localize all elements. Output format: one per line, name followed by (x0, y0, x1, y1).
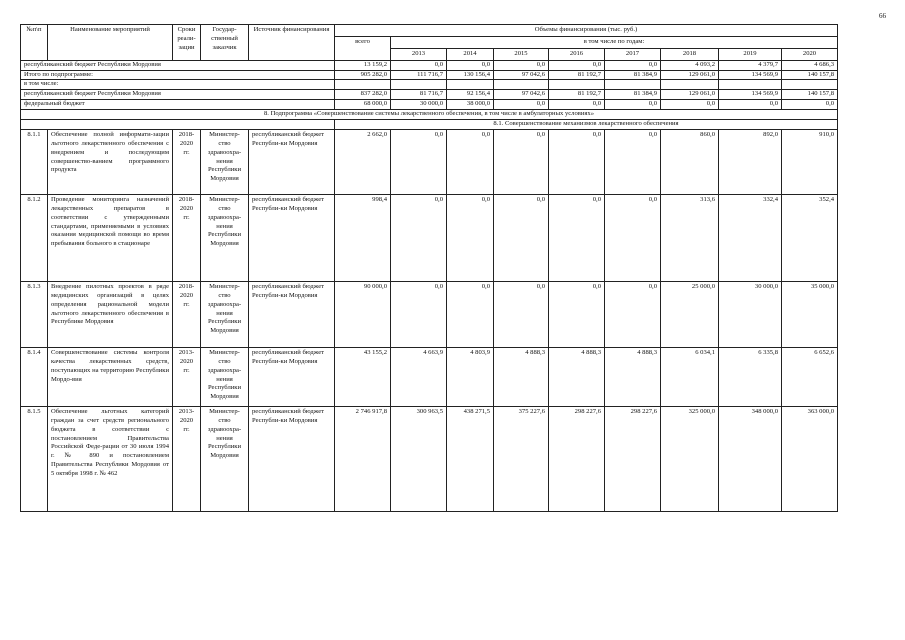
item-source: республиканский бюджет Республи-ки Мордовия (249, 129, 335, 194)
summary-value: 38 000,0 (447, 100, 494, 110)
summary-row (21, 60, 838, 70)
item-value: 0,0 (494, 194, 549, 281)
summary-value: 0,0 (494, 60, 549, 70)
year-header: 2013 (391, 48, 447, 60)
section-title: 8.1. Совершенствование механизмов лекарственного обеспечения (335, 120, 838, 130)
summary-value: 111 716,7 (391, 70, 447, 80)
summary-value: 0,0 (605, 60, 661, 70)
summary-value: 0,0 (661, 100, 719, 110)
item-number: 8.1.1 (21, 129, 48, 194)
item-name: Внедрение пилотных проектов в ряде медицинских организаций в целях определения рациональной модели льготного лекарственного обеспечения в Республике Мордовия (48, 281, 173, 347)
item-customer: Министер-ство здравоохра-нения Республики Мордовия (201, 194, 249, 281)
item-name: Совершенствование системы контроля качества лекарственных средств, поступающих на территорию Республики Мордо-вия (48, 347, 173, 406)
item-number: 8.1.3 (21, 281, 48, 347)
item-value: 910,0 (782, 129, 838, 194)
item-value: 0,0 (549, 281, 605, 347)
item-value: 0,0 (494, 281, 549, 347)
item-value: 332,4 (719, 194, 782, 281)
item-value: 0,0 (391, 194, 447, 281)
summary-value: 30 000,0 (391, 100, 447, 110)
item-value: 0,0 (391, 129, 447, 194)
table-row (21, 129, 838, 194)
item-value: 0,0 (549, 194, 605, 281)
summary-value: 0,0 (605, 100, 661, 110)
item-value: 0,0 (549, 129, 605, 194)
col-total-header: всего (335, 36, 391, 60)
item-value: 348 000,0 (719, 406, 782, 511)
summary-value: 13 159,2 (335, 60, 391, 70)
item-customer: Министер-ство здравоохра-нения Республики Мордовия (201, 347, 249, 406)
summary-value: 0,0 (549, 100, 605, 110)
item-value: 43 155,2 (335, 347, 391, 406)
table-row (21, 406, 838, 511)
subprogram-title: 8. Подпрограмма «Совершенствование системы лекарственного обеспечения, в том числе в амбулаторных условиях» (21, 110, 838, 120)
summary-value: 81 716,7 (391, 90, 447, 100)
year-header: 2016 (549, 48, 605, 60)
summary-value: 81 192,7 (549, 90, 605, 100)
summary-value: 4 093,2 (661, 60, 719, 70)
summary-value: 129 061,0 (661, 70, 719, 80)
summary-value: 4 379,7 (719, 60, 782, 70)
item-value: 860,0 (661, 129, 719, 194)
subprogram-row (21, 110, 838, 120)
item-value: 35 000,0 (782, 281, 838, 347)
summary-value: 68 000,0 (335, 100, 391, 110)
item-value: 325 000,0 (661, 406, 719, 511)
item-terms: 2013-2020 гг. (173, 347, 201, 406)
item-value: 300 963,5 (391, 406, 447, 511)
item-terms: 2018-2020 гг. (173, 194, 201, 281)
item-value: 4 803,9 (447, 347, 494, 406)
item-value: 4 663,9 (391, 347, 447, 406)
summary-value: 129 061,0 (661, 90, 719, 100)
col-number-header: №п\п (21, 25, 48, 61)
year-header: 2018 (661, 48, 719, 60)
summary-label: федеральный бюджет (21, 100, 335, 110)
summary-value: 92 156,4 (447, 90, 494, 100)
item-value: 0,0 (605, 129, 661, 194)
col-name-header: Наименование мероприятий (48, 25, 173, 61)
summary-value: 134 569,9 (719, 70, 782, 80)
page-number: 66 (879, 12, 886, 20)
item-value: 90 000,0 (335, 281, 391, 347)
item-value: 892,0 (719, 129, 782, 194)
item-terms: 2013-2020 гг. (173, 406, 201, 511)
summary-value: 81 192,7 (549, 70, 605, 80)
summary-value: 140 157,8 (782, 90, 838, 100)
summary-value: 0,0 (447, 60, 494, 70)
item-number: 8.1.4 (21, 347, 48, 406)
item-value: 298 227,6 (605, 406, 661, 511)
summary-row (21, 70, 838, 80)
item-name: Обеспечение льготных категорий граждан за счет средств регионального бюджета в соответствии с постановлением Правительства Российской Феде-рации от 30 июля 1994 г. № 890 и постановлением Правительства Республики Мордовия от 5 октября 1998 г. № 462 (48, 406, 173, 511)
item-terms: 2018-2020 гг. (173, 129, 201, 194)
item-name: Проведение мониторинга назначений лекарственных препаратов в соответствии с утвержденными стандартами, применяемыми в условиях оказания медицинской помощи во время пребывания больного в стационаре (48, 194, 173, 281)
item-source: республиканский бюджет Республи-ки Мордовия (249, 406, 335, 511)
funding-table (20, 24, 838, 512)
summary-value: 0,0 (391, 60, 447, 70)
item-value: 2 746 917,8 (335, 406, 391, 511)
summary-value: 837 282,0 (335, 90, 391, 100)
item-value: 4 888,3 (549, 347, 605, 406)
item-value: 375 227,6 (494, 406, 549, 511)
item-value: 998,4 (335, 194, 391, 281)
item-value: 0,0 (447, 281, 494, 347)
summary-value: 81 384,9 (605, 90, 661, 100)
summary-value: 134 569,9 (719, 90, 782, 100)
item-value: 352,4 (782, 194, 838, 281)
summary-label: республиканский бюджет Республики Мордовия (21, 60, 335, 70)
item-value: 0,0 (391, 281, 447, 347)
year-header: 2014 (447, 48, 494, 60)
item-value: 4 888,3 (494, 347, 549, 406)
item-customer: Министер-ство здравоохра-нения Республики Мордовия (201, 406, 249, 511)
item-value: 0,0 (447, 194, 494, 281)
summary-value: 4 686,3 (782, 60, 838, 70)
item-source: республиканский бюджет Республи-ки Мордовия (249, 347, 335, 406)
item-number: 8.1.5 (21, 406, 48, 511)
item-customer: Министер-ство здравоохра-нения Республики Мордовия (201, 281, 249, 347)
item-value: 298 227,6 (549, 406, 605, 511)
year-header: 2019 (719, 48, 782, 60)
year-header: 2017 (605, 48, 661, 60)
summary-row (21, 90, 838, 100)
summary-value: 0,0 (494, 100, 549, 110)
summary-value: 140 157,8 (782, 70, 838, 80)
item-value: 6 335,8 (719, 347, 782, 406)
summary-value: 0,0 (719, 100, 782, 110)
item-value: 363 000,0 (782, 406, 838, 511)
col-source-header: Источник финансирования (249, 25, 335, 61)
summary-label: республиканский бюджет Республики Мордовия (21, 90, 335, 100)
table-row (21, 281, 838, 347)
item-terms: 2018-2020 гг. (173, 281, 201, 347)
item-value: 25 000,0 (661, 281, 719, 347)
year-header: 2020 (782, 48, 838, 60)
section-row (21, 120, 838, 130)
col-terms-header: Сроки реали-зации (173, 25, 201, 61)
item-customer: Министер-ство здравоохра-нения Республики Мордовия (201, 129, 249, 194)
item-value: 6 034,1 (661, 347, 719, 406)
summary-label: Итого по подпрограмме: (21, 70, 335, 80)
item-value: 0,0 (447, 129, 494, 194)
summary-value: 97 042,6 (494, 70, 549, 80)
item-source: республиканский бюджет Республи-ки Мордовия (249, 281, 335, 347)
table-row (21, 347, 838, 406)
summary-value: 81 384,9 (605, 70, 661, 80)
item-value: 0,0 (605, 281, 661, 347)
item-value: 4 888,3 (605, 347, 661, 406)
year-header: 2015 (494, 48, 549, 60)
including-header: в том числе по годам: (391, 36, 838, 48)
summary-value: 97 042,6 (494, 90, 549, 100)
item-value: 2 662,0 (335, 129, 391, 194)
item-value: 0,0 (605, 194, 661, 281)
item-number: 8.1.2 (21, 194, 48, 281)
item-name: Обеспечение полной информати-зации льготного лекарственного обеспечения с внедрением и последующим совершенство-ванием программного продукта (48, 129, 173, 194)
item-value: 313,6 (661, 194, 719, 281)
summary-row (21, 100, 838, 110)
item-value: 0,0 (494, 129, 549, 194)
summary-row (21, 80, 838, 90)
header-row-1 (21, 25, 838, 37)
item-value: 438 271,5 (447, 406, 494, 511)
col-customer-header: Государ-ственный заказчик (201, 25, 249, 61)
summary-value: 0,0 (549, 60, 605, 70)
item-value: 6 652,6 (782, 347, 838, 406)
summary-value: 130 156,4 (447, 70, 494, 80)
funding-header: Объемы финансирования (тыс. руб.) (335, 25, 838, 37)
item-source: республиканский бюджет Республи-ки Мордовия (249, 194, 335, 281)
summary-value: 0,0 (782, 100, 838, 110)
item-value: 30 000,0 (719, 281, 782, 347)
summary-value: 905 282,0 (335, 70, 391, 80)
table-row (21, 194, 838, 281)
summary-label: в том числе: (21, 80, 335, 90)
